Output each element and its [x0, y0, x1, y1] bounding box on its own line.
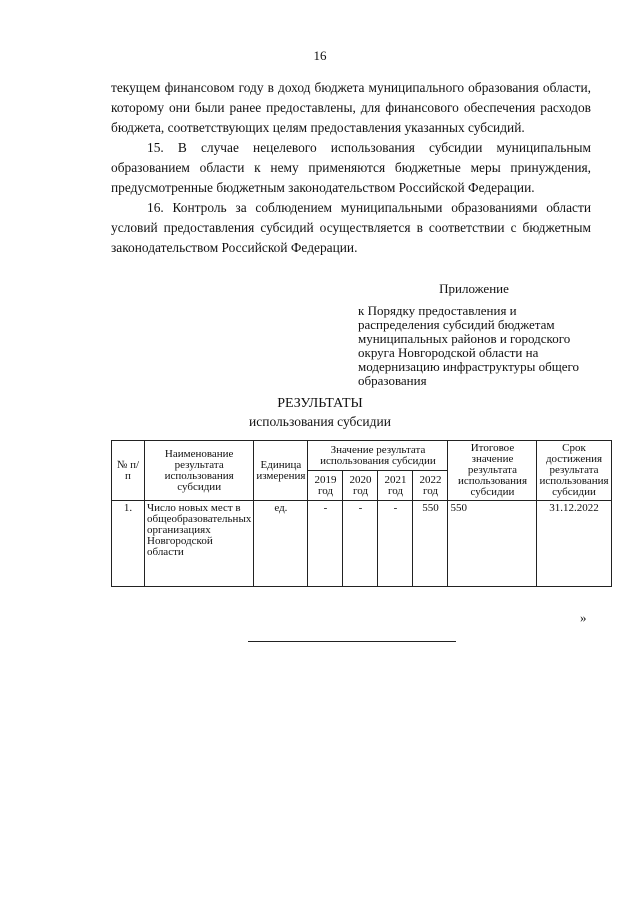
page-number: 16: [313, 48, 327, 63]
header-unit: Единица измерения: [254, 441, 308, 501]
header-name: Наименование результата использования субсидии: [145, 441, 254, 501]
appendix-block: [358, 282, 590, 388]
divider-line: [248, 641, 456, 642]
cell-total: 550: [448, 501, 537, 587]
cell-2019: -: [308, 501, 343, 587]
header-year-2022: 2022 год: [413, 471, 448, 501]
header-num: № п/п: [112, 441, 145, 501]
cell-num: 1.: [112, 501, 145, 587]
results-table: [111, 440, 612, 587]
body-text: [111, 78, 591, 258]
cell-2021: -: [378, 501, 413, 587]
results-title: РЕЗУЛЬТАТЫ: [277, 396, 363, 411]
appendix-text: к Порядку предоставления и распределения субсидий бюджетам муниципальных районов и городского округа Новгородской области на модернизацию инфраструктуры общего образования: [358, 303, 580, 388]
header-value-group: Значение результата использования субсидии: [308, 441, 448, 471]
header-year-2021: 2021 год: [378, 471, 413, 501]
appendix-title: Приложение: [439, 281, 509, 296]
paragraph-continuation: текущем финансовом году в доход бюджета муниципального образования области, которому они были ранее предоставлены, для финансового обеспечения расходов бюджета, соответствующих целям предоставления указанных субсидий.: [111, 80, 591, 135]
paragraph-16: 16. Контроль за соблюдением муниципальными образованиями области условий предоставления субсидий осуществляется в соответствии с бюджетным законодательством Российской Федерации.: [111, 200, 591, 255]
paragraph-15: 15. В случае нецелевого использования субсидии муниципальным образованием области к нему применяются бюджетные меры принуждения, предусмотренные бюджетным законодательством Российской Федерации.: [111, 140, 591, 195]
cell-2020: -: [343, 501, 378, 587]
table-row: [112, 501, 612, 587]
header-year-2019: 2019 год: [308, 471, 343, 501]
results-subtitle: использования субсидии: [249, 414, 391, 429]
cell-name: Число новых мест в общеобразовательных организациях Новгородской области: [145, 501, 254, 587]
closing-quote: »: [580, 610, 587, 625]
header-year-2020: 2020 год: [343, 471, 378, 501]
header-total: Итоговое значение результата использования субсидии: [448, 441, 537, 501]
header-deadline: Срок достижения результата использования субсидии: [537, 441, 611, 501]
table-header-row: [112, 441, 612, 471]
cell-unit: ед.: [254, 501, 308, 587]
cell-deadline: 31.12.2022: [537, 501, 611, 587]
cell-2022: 550: [413, 501, 448, 587]
